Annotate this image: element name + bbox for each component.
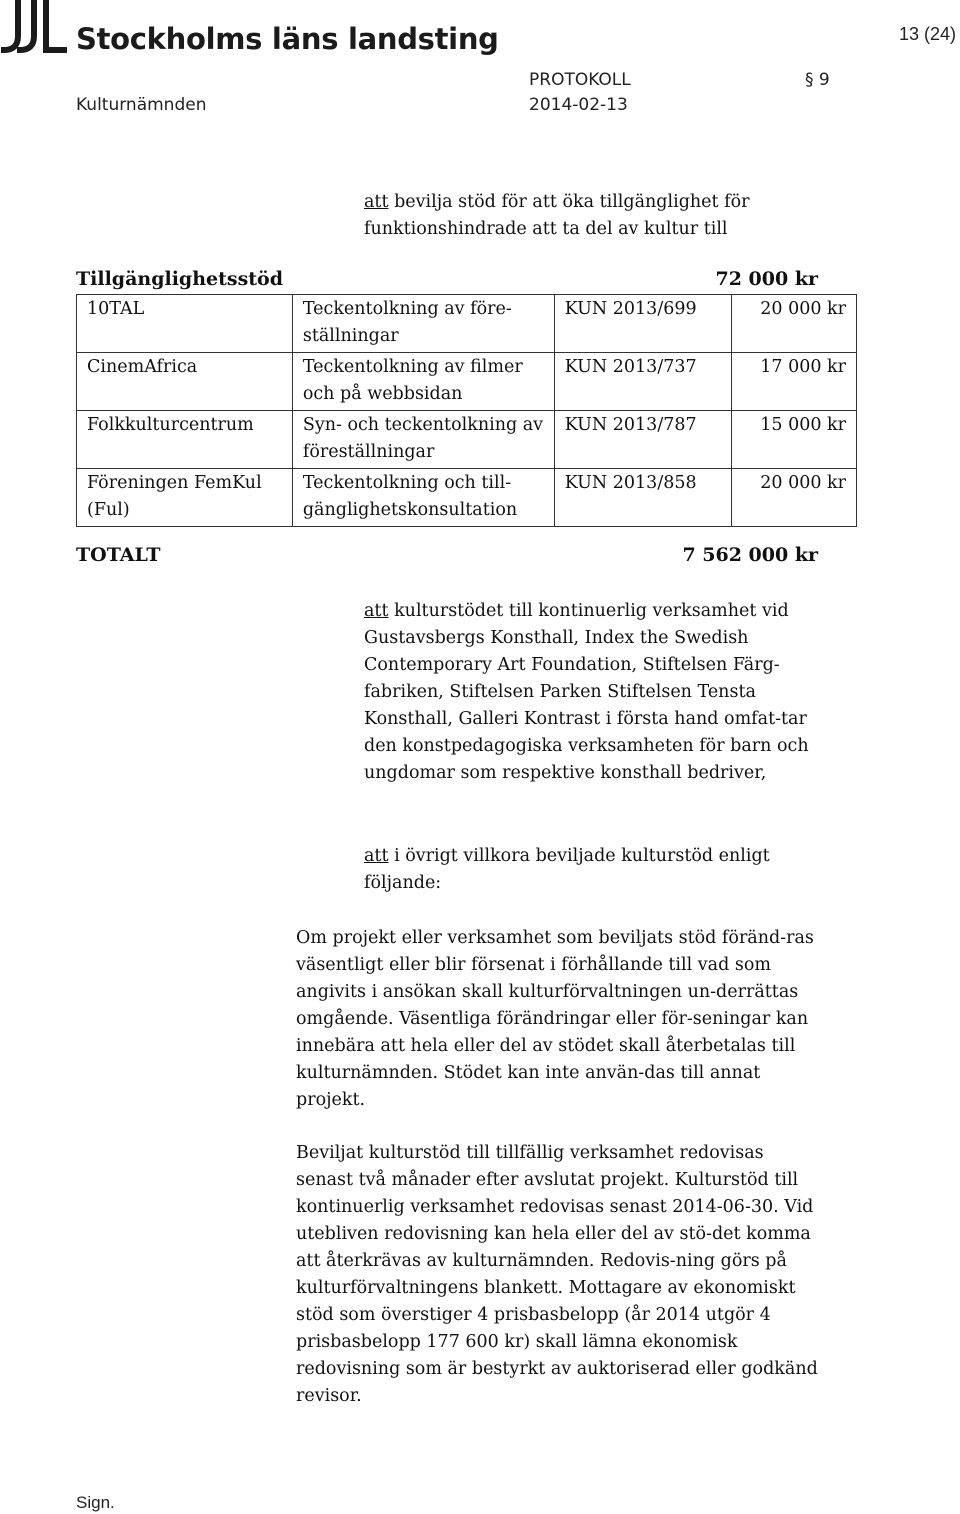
table-row <box>77 353 857 411</box>
change-condition-paragraph: Om projekt eller verksamhet som beviljats stöd föränd-ras väsentligt eller blir försenat i förhållande till vad som angivits i ansökan skall kulturförvaltningen un-derrättas omgående. Väsentliga förändringar eller för-seningar kan innebära att hela eller del av stödet skall återbetalas till kulturnämnden. Stödet kan inte använ-das till annat projekt. <box>296 928 814 1110</box>
reporting-condition-paragraph: Beviljat kulturstöd till tillfällig verksamhet redovisas senast två månader efter avslutat projekt. Kulturstöd till kontinuerlig verksamhet redovisas senast 2014-06-30. Vid utebliven redovisning kan hela eller del av stö-det komma att återkrävas av kulturnämnden. Redovis-ning görs på kulturförvaltningens blankett. Mottagare av ekonomiskt stöd som överstiger 4 prisbasbelopp (år 2014 utgör 4 prisbasbelopp 177 600 kr) skall lämna ekonomisk redovisning som är bestyrkt av auktoriserad eller godkänd revisor. <box>296 1143 818 1406</box>
signature-label: Sign. <box>76 1493 115 1512</box>
organization-cell: Folkkulturcentrum <box>77 411 293 469</box>
case-number-cell: KUN 2013/787 <box>554 411 732 469</box>
grant-table <box>76 294 857 527</box>
amount-cell: 20 000 kr <box>732 469 857 527</box>
amount-cell: 15 000 kr <box>732 411 857 469</box>
case-number-cell: KUN 2013/699 <box>554 295 732 353</box>
table-row <box>77 411 857 469</box>
table-row <box>77 469 857 527</box>
section-title: Tillgänglighetsstöd <box>76 268 284 290</box>
organization-cell: Föreningen FemKul (Ful) <box>77 469 293 527</box>
purpose-cell: Teckentolkning av filmer och på webbsidan <box>292 353 554 411</box>
document-type: PROTOKOLL <box>529 70 631 90</box>
att-keyword: att <box>364 846 389 866</box>
att-keyword: att <box>364 192 389 212</box>
logo-mark <box>0 0 70 60</box>
case-number-cell: KUN 2013/858 <box>554 469 732 527</box>
case-number-cell: KUN 2013/737 <box>554 353 732 411</box>
amount-cell: 17 000 kr <box>732 353 857 411</box>
page-number: 13 (24) <box>898 24 956 44</box>
intro-text: bevilja stöd för att öka tillgänglighet för funktionshindrade att ta del av kultur till <box>364 192 750 239</box>
purpose-cell: Teckentolkning av före-ställningar <box>292 295 554 353</box>
intro-decision <box>364 189 824 243</box>
meeting-date: 2014-02-13 <box>529 95 628 115</box>
paragraph-number: § 9 <box>805 70 830 90</box>
table-row <box>77 295 857 353</box>
organization-cell: 10TAL <box>77 295 293 353</box>
organization-name: Stockholms läns landsting <box>76 22 499 56</box>
total-value: 7 562 000 kr <box>682 544 818 566</box>
continuous-text: kulturstödet till kontinuerlig verksamhet vid Gustavsbergs Konsthall, Index the Swedish Contemporary Art Foundation, Stiftelsen Färg-fabriken, Stiftelsen Parken Stiftelsen Tensta Konsthall, Galleri Kontrast i första hand omfat-tar den konstpedagogiska verksamheten för barn och ungdomar som respektive konsthall bedriver, <box>364 601 809 783</box>
organization-cell: CinemAfrica <box>77 353 293 411</box>
conditions-decision <box>364 843 834 897</box>
purpose-cell: Syn- och teckentolkning av föreställningar <box>292 411 554 469</box>
total-label: TOTALT <box>76 544 161 566</box>
att-keyword: att <box>364 601 389 621</box>
conditions-text: i övrigt villkora beviljade kulturstöd enligt följande: <box>364 846 770 893</box>
section-total: 72 000 kr <box>715 268 818 290</box>
continuous-support-decision <box>364 598 834 787</box>
amount-cell: 20 000 kr <box>732 295 857 353</box>
committee-name: Kulturnämnden <box>76 95 207 115</box>
purpose-cell: Teckentolkning och till-gänglighetskonsultation <box>292 469 554 527</box>
